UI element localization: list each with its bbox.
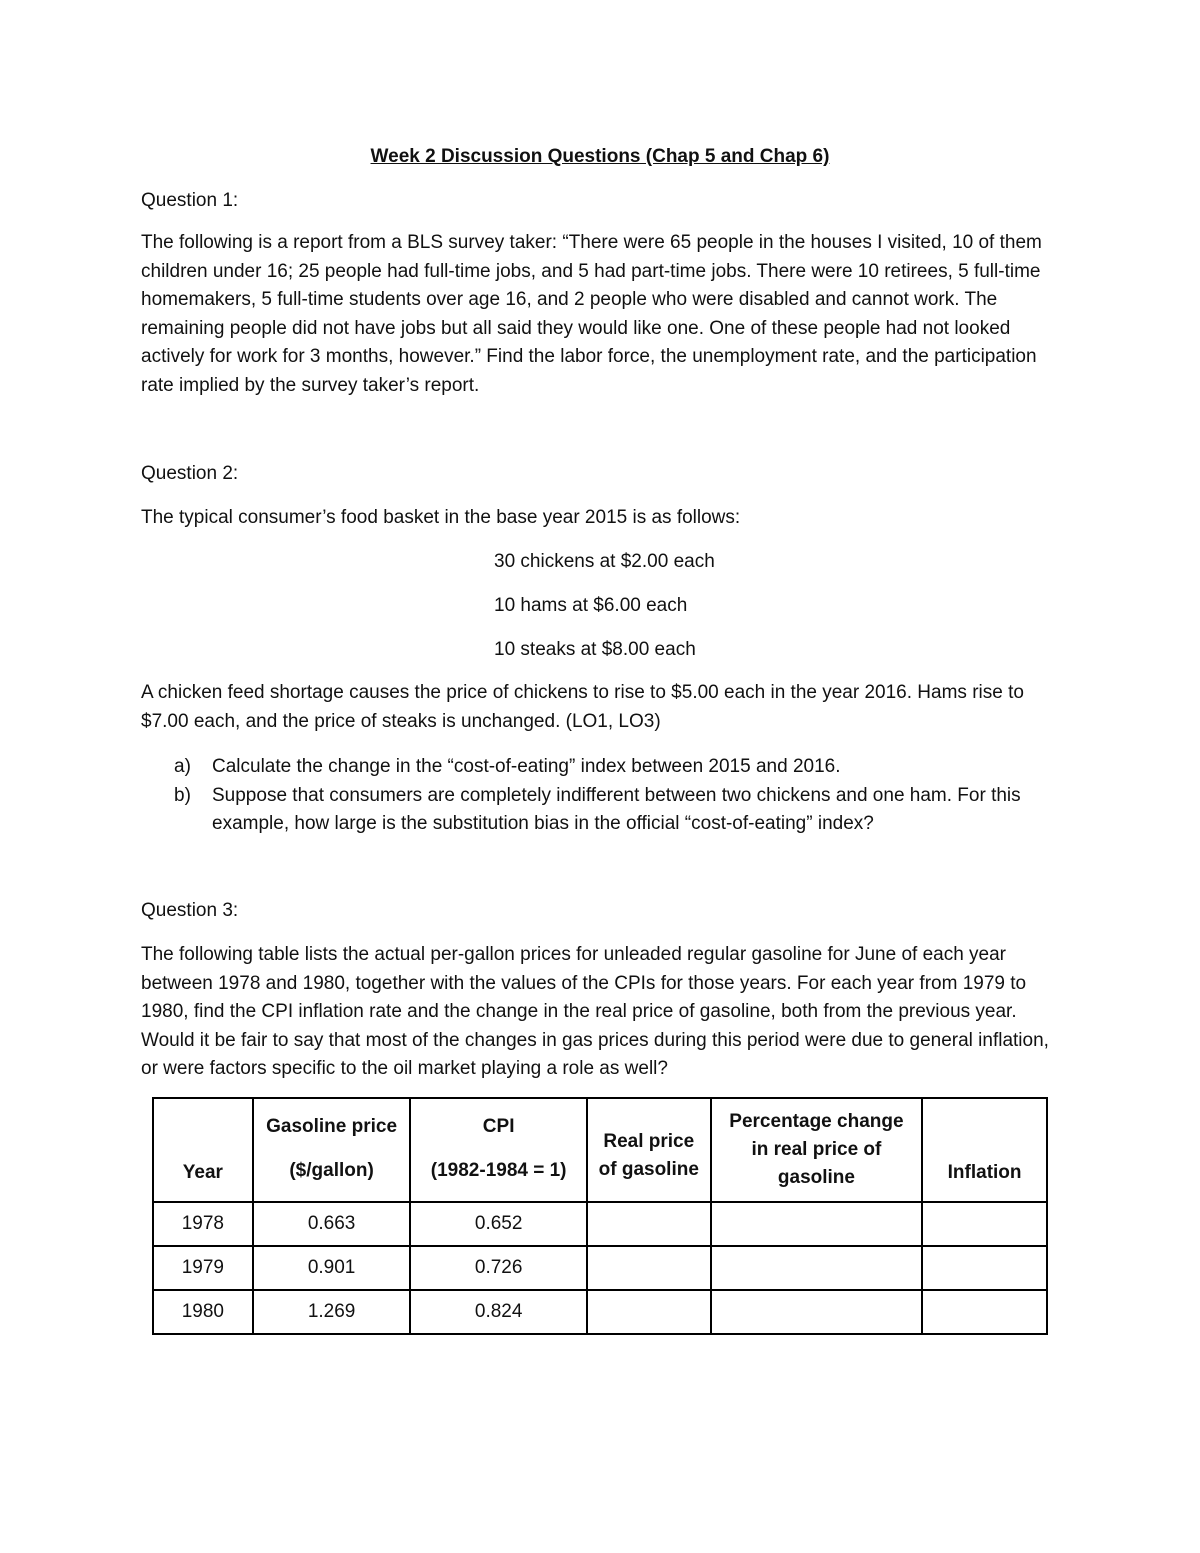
- question-1-heading: Question 1:: [141, 190, 239, 211]
- question-2-heading: Question 2:: [141, 463, 239, 484]
- cell-year: 1980: [153, 1290, 253, 1334]
- header-label: gasoline: [777, 1167, 855, 1188]
- cell-percentage-change: [711, 1202, 923, 1246]
- table-row: [153, 1202, 1047, 1246]
- basket-item: 10 steaks at $8.00 each: [494, 639, 696, 660]
- cell-gasoline-price: 0.901: [253, 1246, 411, 1290]
- cell-inflation: [922, 1246, 1047, 1290]
- column-header-gasoline-price: [253, 1098, 411, 1202]
- list-item-text: Calculate the change in the “cost-of-eating” index between 2015 and 2016.: [212, 756, 841, 777]
- header-label: ($/gallon): [289, 1160, 374, 1181]
- cell-percentage-change: [711, 1246, 923, 1290]
- list-marker: a): [174, 756, 191, 777]
- cell-cpi: 0.652: [410, 1202, 586, 1246]
- table-row: [153, 1290, 1047, 1334]
- cell-cpi: 0.726: [410, 1246, 586, 1290]
- column-header-cpi: [410, 1098, 586, 1202]
- cell-cpi: 0.824: [410, 1290, 586, 1334]
- header-label: Gasoline price: [266, 1116, 398, 1137]
- header-label: Year: [182, 1162, 223, 1183]
- question-1-text: The following is a report from a BLS survey taker: “There were 65 people in the houses I visited, 10 of them children under 16; 25 people had full-time jobs, and 5 had part-time jobs. There were 10 retirees, 5 full-time homemakers, 5 full-time students over age 16, and 2 people who were disabled and cannot work. The remaining people did not have jobs but all said they would like one. One of these people had not looked actively for work for 3 months, however.” Find the labor force, the unemployment rate, and the participation rate implied by the survey taker’s report.: [141, 232, 1042, 396]
- list-item-text: Suppose that consumers are completely indifferent between two chickens and one ham. For this example, how large is the substitution bias in the official “cost-of-eating” index?: [212, 784, 1021, 834]
- column-header-percentage-change: [711, 1098, 923, 1202]
- cell-percentage-change: [711, 1290, 923, 1334]
- cell-inflation: [922, 1202, 1047, 1246]
- cell-real-price: [587, 1202, 711, 1246]
- list-marker: b): [174, 784, 191, 806]
- cell-real-price: [587, 1290, 711, 1334]
- gasoline-price-table: [152, 1097, 1048, 1335]
- cell-gasoline-price: 0.663: [253, 1202, 411, 1246]
- cell-real-price: [587, 1246, 711, 1290]
- document-title: Week 2 Discussion Questions (Chap 5 and Chap 6): [370, 146, 830, 167]
- cell-year: 1979: [153, 1246, 253, 1290]
- question-2-text: A chicken feed shortage causes the price of chickens to rise to $5.00 each in the year 2016. Hams rise to $7.00 each, and the price of steaks is unchanged. (LO1, LO3): [141, 682, 1024, 732]
- cell-year: 1978: [153, 1202, 253, 1246]
- basket-item: 30 chickens at $2.00 each: [494, 551, 715, 572]
- list-item: [141, 753, 1066, 782]
- header-label: Inflation: [947, 1162, 1022, 1183]
- column-header-year: [153, 1098, 253, 1202]
- question-3-text: The following table lists the actual per-gallon prices for unleaded regular gasoline for June of each year between 1978 and 1980, together with the values of the CPIs for those years. For each year from 1979 to 1980, find the CPI inflation rate and the change in the real price of gasoline, both from the previous year. Would it be fair to say that most of the changes in gas prices during this period were due to general inflation, or were factors specific to the oil market playing a role as well?: [141, 944, 1049, 1079]
- basket-item: 10 hams at $6.00 each: [494, 595, 688, 616]
- question-3-heading: Question 3:: [141, 900, 239, 921]
- header-label: in real price of: [751, 1139, 882, 1160]
- header-label: Real price: [603, 1131, 695, 1152]
- cell-inflation: [922, 1290, 1047, 1334]
- question-2-intro: The typical consumer’s food basket in the base year 2015 is as follows:: [141, 507, 741, 528]
- cell-gasoline-price: 1.269: [253, 1290, 411, 1334]
- header-label: (1982-1984 = 1): [430, 1160, 567, 1181]
- header-label: CPI: [482, 1116, 515, 1137]
- table-row: [153, 1246, 1047, 1290]
- header-label: of gasoline: [598, 1159, 699, 1180]
- column-header-inflation: [922, 1098, 1047, 1202]
- header-label: Percentage change: [729, 1111, 904, 1132]
- list-item: [141, 782, 1066, 839]
- table-header-row: [153, 1098, 1047, 1202]
- question-2-parts: [141, 753, 1066, 839]
- column-header-real-price: [587, 1098, 711, 1202]
